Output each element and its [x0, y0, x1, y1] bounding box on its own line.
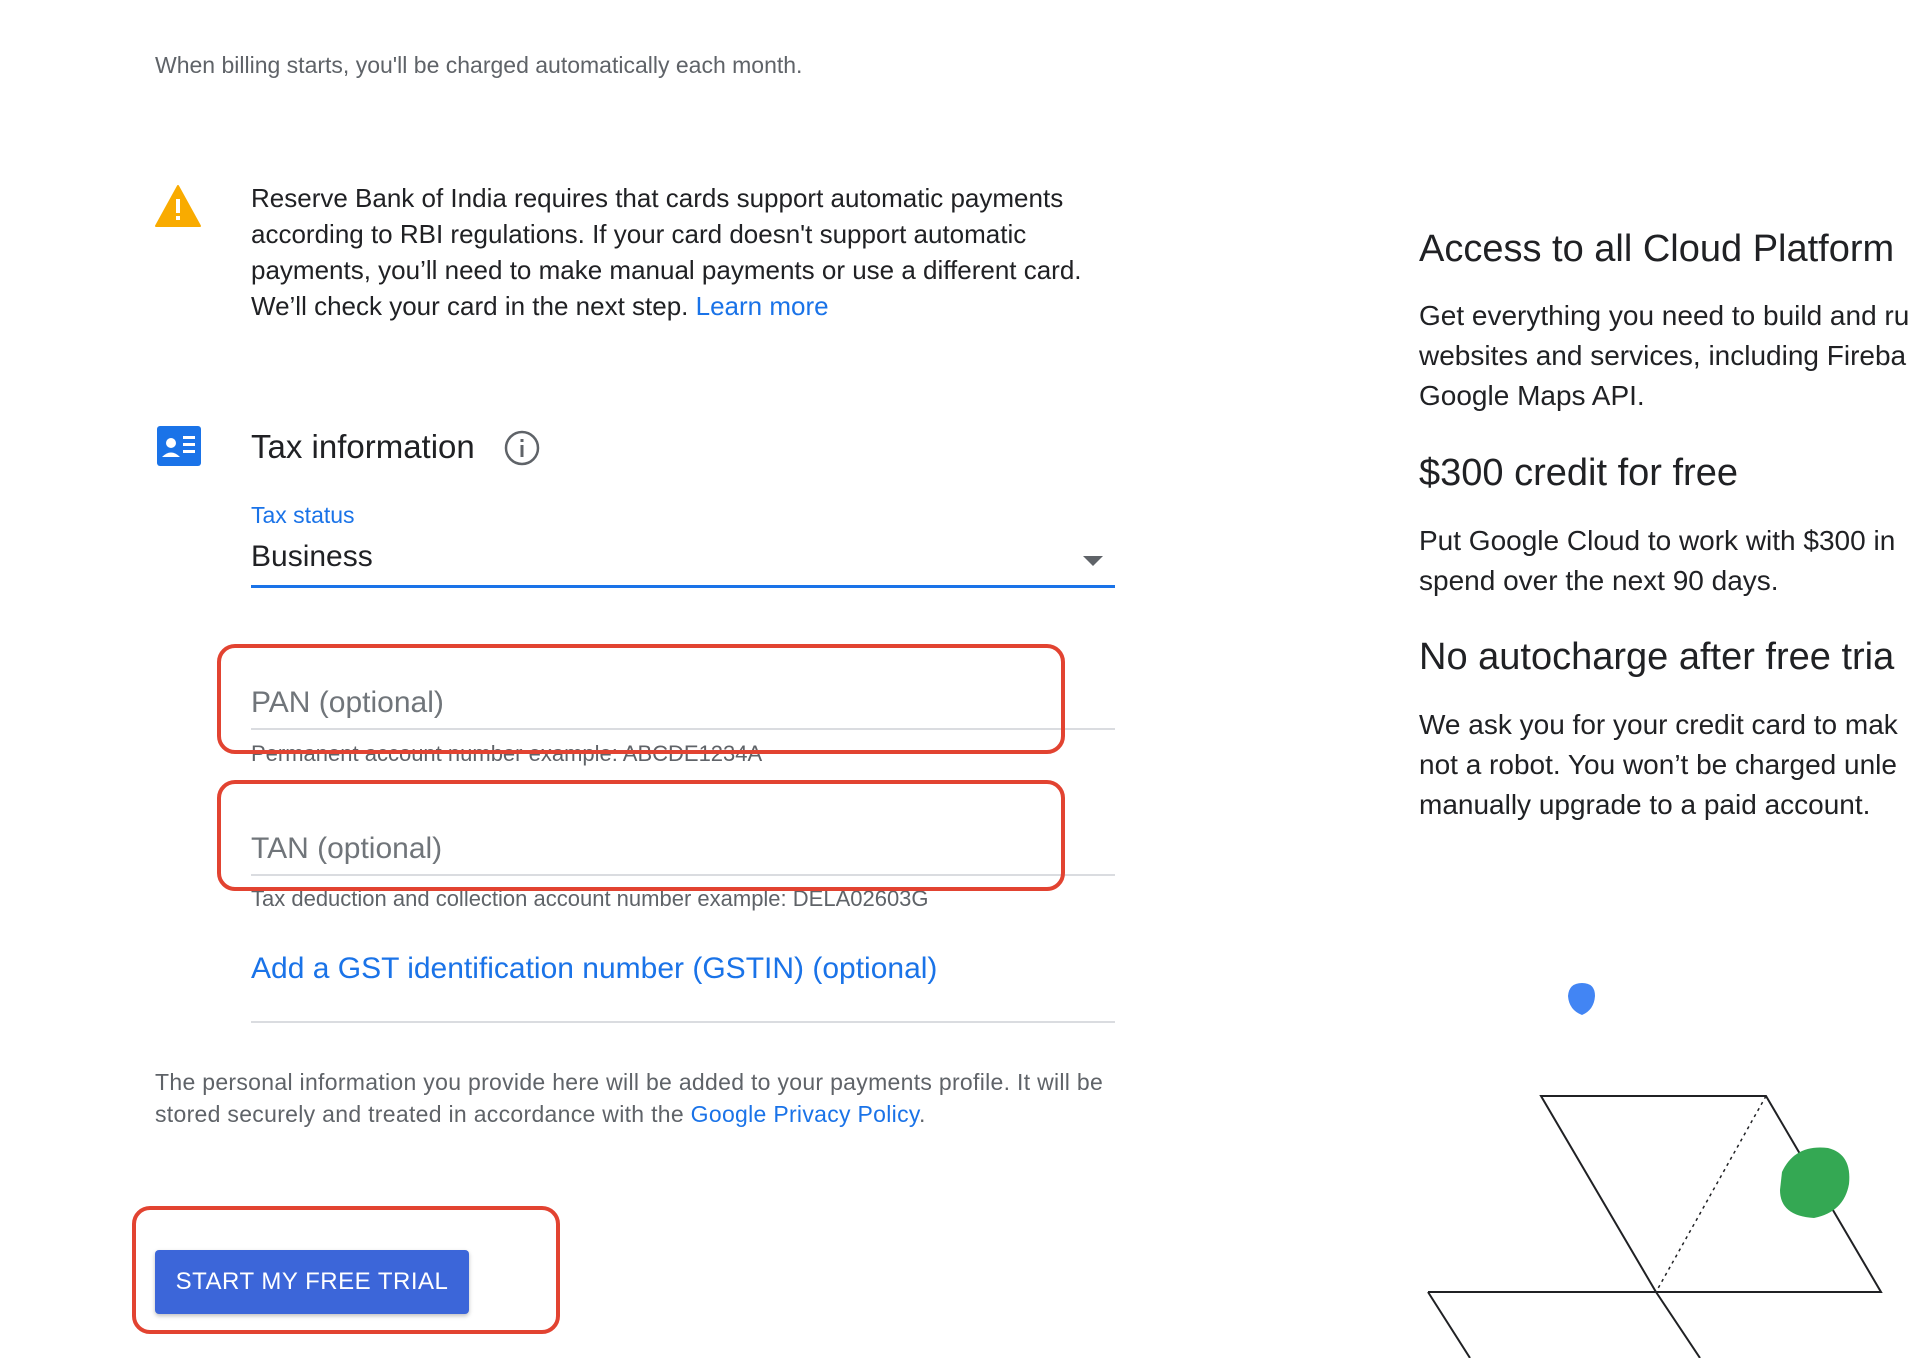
tax-status-select[interactable]	[251, 536, 1115, 588]
benefit-title: $300 credit for free	[1419, 452, 1738, 494]
dropdown-arrow-icon	[1083, 556, 1103, 566]
privacy-suffix: .	[918, 1101, 926, 1127]
privacy-text: The personal information you provide here will be added to your payments profile. It will be stored securely and treated in accordance with the	[155, 1069, 1104, 1127]
contact-card-icon	[157, 426, 201, 466]
start-free-trial-button[interactable]: START MY FREE TRIAL	[155, 1250, 469, 1314]
pan-helper-text: Permanent account number example: ABCDE1234A	[251, 741, 763, 766]
add-gstin-link[interactable]: Add a GST identification number (GSTIN) (optional)	[251, 952, 938, 985]
lower-shape	[1428, 1292, 1700, 1358]
divider	[251, 1021, 1115, 1023]
tan-field	[251, 826, 1115, 876]
tax-section-title: Tax information	[251, 428, 475, 465]
benefit-title: Access to all Cloud Platform	[1419, 228, 1895, 270]
tax-status-value: Business	[251, 540, 373, 573]
pan-field	[251, 680, 1115, 730]
tan-input[interactable]	[251, 826, 1115, 872]
benefit-text: Get everything you need to build and ru websites and services, including Fireba Google Maps API.	[1419, 300, 1910, 411]
benefit-text: We ask you for your credit card to mak not a robot. You won’t be charged unle manually upgrade to a paid account.	[1419, 709, 1898, 820]
rbi-notice	[251, 180, 1111, 324]
blue-dot-shape	[1568, 983, 1595, 1015]
privacy-policy-link[interactable]: Google Privacy Policy	[690, 1101, 919, 1127]
privacy-note	[155, 1066, 1115, 1130]
dotted-line	[1656, 1096, 1766, 1292]
pan-input[interactable]	[251, 680, 1115, 726]
green-blob-shape	[1780, 1148, 1849, 1219]
benefit-text: Put Google Cloud to work with $300 in spend over the next 90 days.	[1419, 525, 1896, 596]
rbi-notice-text: Reserve Bank of India requires that cards support automatic payments according to RBI regulations. If your card doesn't support automatic payments, you’ll need to make manual payments or use a different card. We’ll check your card in the next step.	[251, 183, 1082, 321]
learn-more-link[interactable]: Learn more	[695, 291, 829, 321]
tan-helper-text: Tax deduction and collection account number example: DELA02603G	[251, 886, 929, 911]
billing-note: When billing starts, you'll be charged automatically each month.	[155, 52, 803, 78]
decorative-illustration	[1400, 980, 1926, 1358]
info-icon[interactable]	[503, 429, 541, 467]
benefit-title: No autocharge after free tria	[1419, 636, 1895, 678]
tax-status-label: Tax status	[251, 502, 355, 528]
warning-icon	[154, 184, 202, 228]
